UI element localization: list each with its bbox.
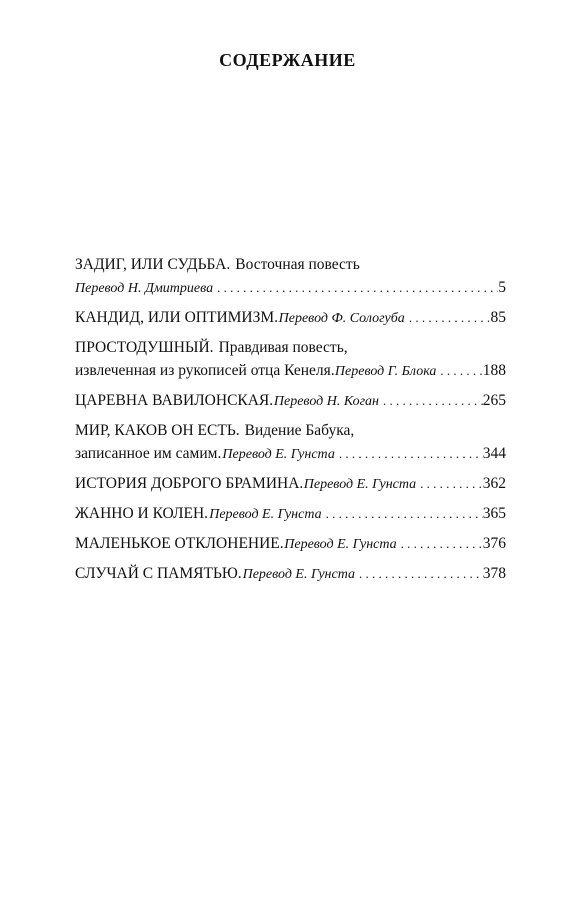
toc-entry-title: МАЛЕНЬКОЕ ОТКЛОНЕНИЕ. xyxy=(75,535,284,552)
page-title: СОДЕРЖАНИЕ xyxy=(219,50,356,70)
toc-entry-title: ЗАДИГ, ИЛИ СУДЬБА. xyxy=(75,256,231,273)
toc-entry-translator: Перевод Е. Гунста xyxy=(209,507,322,522)
toc-entry-translator: Перевод Г. Блока xyxy=(334,364,437,379)
dot-leader xyxy=(379,389,483,412)
toc-entry-page-number: 85 xyxy=(490,309,506,326)
toc-entry-translator: Перевод Е. Гунста xyxy=(303,477,417,492)
toc-entry xyxy=(75,253,506,299)
table-of-contents xyxy=(75,253,506,592)
dot-leader xyxy=(355,562,483,585)
dot-leader xyxy=(405,306,491,329)
toc-entry-line xyxy=(75,562,506,585)
toc-entry-line xyxy=(75,442,506,465)
toc-entry-line xyxy=(75,502,506,525)
toc-entry-subtitle: Видение Бабука, xyxy=(244,422,355,439)
toc-entry-line xyxy=(75,472,506,495)
toc-entry-translator: Перевод Н. Коган xyxy=(273,394,379,409)
toc-entry-line xyxy=(75,253,506,276)
toc-entry-translator: Перевод Н. Дмитриева xyxy=(75,281,214,296)
toc-entry-page-number: 362 xyxy=(482,475,506,492)
toc-entry-translator: Перевод Е. Гунста xyxy=(284,537,397,552)
toc-entry-title: КАНДИД, ИЛИ ОПТИМИЗМ. xyxy=(75,309,279,326)
toc-entry-page-number: 376 xyxy=(482,535,506,552)
toc-entry xyxy=(75,336,506,382)
toc-entry-subtitle-continued: записанное им самим. xyxy=(75,445,222,462)
toc-entry-page-number: 188 xyxy=(482,362,506,379)
toc-entry-line xyxy=(75,389,506,412)
toc-entry xyxy=(75,419,506,465)
toc-entry-line xyxy=(75,336,506,359)
toc-entry-title: МИР, КАКОВ ОН ЕСТЬ. xyxy=(75,422,240,439)
toc-entry xyxy=(75,306,506,329)
toc-entry xyxy=(75,472,506,495)
dot-leader xyxy=(335,442,483,465)
toc-entry-title: ПРОСТОДУШНЫЙ. xyxy=(75,339,214,356)
dot-leader xyxy=(322,502,483,525)
toc-entry-page-number: 5 xyxy=(498,279,506,296)
toc-entry-line xyxy=(75,306,506,329)
toc-entry-page-number: 344 xyxy=(482,445,506,462)
toc-entry-translator: Перевод Е. Гунста xyxy=(222,447,335,462)
toc-entry xyxy=(75,389,506,412)
toc-entry-page-number: 378 xyxy=(482,565,506,582)
toc-entry-title: ИСТОРИЯ ДОБРОГО БРАМИНА. xyxy=(75,475,304,492)
toc-entry-subtitle-continued: извлеченная из рукописей отца Кенеля. xyxy=(75,362,335,379)
toc-entry-translator: Перевод Ф. Сологуба xyxy=(278,311,405,326)
toc-entry xyxy=(75,502,506,525)
toc-entry-line xyxy=(75,359,506,382)
dot-leader xyxy=(416,472,483,495)
toc-entry xyxy=(75,532,506,555)
toc-entry-subtitle: Правдивая повесть, xyxy=(218,339,348,356)
toc-entry-line xyxy=(75,532,506,555)
dot-leader xyxy=(436,359,482,382)
toc-entry-line xyxy=(75,419,506,442)
dot-leader xyxy=(397,532,483,555)
toc-entry-title: ЦАРЕВНА ВАВИЛОНСКАЯ. xyxy=(75,392,274,409)
toc-entry-page-number: 265 xyxy=(482,392,506,409)
toc-entry-page-number: 365 xyxy=(482,505,506,522)
toc-entry-title: СЛУЧАЙ С ПАМЯТЬЮ. xyxy=(75,565,242,582)
toc-entry-title: ЖАННО И КОЛЕН. xyxy=(75,505,209,522)
toc-entry-subtitle: Восточная повесть xyxy=(235,256,360,273)
dot-leader xyxy=(213,276,498,299)
toc-entry-line xyxy=(75,276,506,299)
toc-entry xyxy=(75,562,506,585)
toc-entry-translator: Перевод Е. Гунста xyxy=(242,567,355,582)
